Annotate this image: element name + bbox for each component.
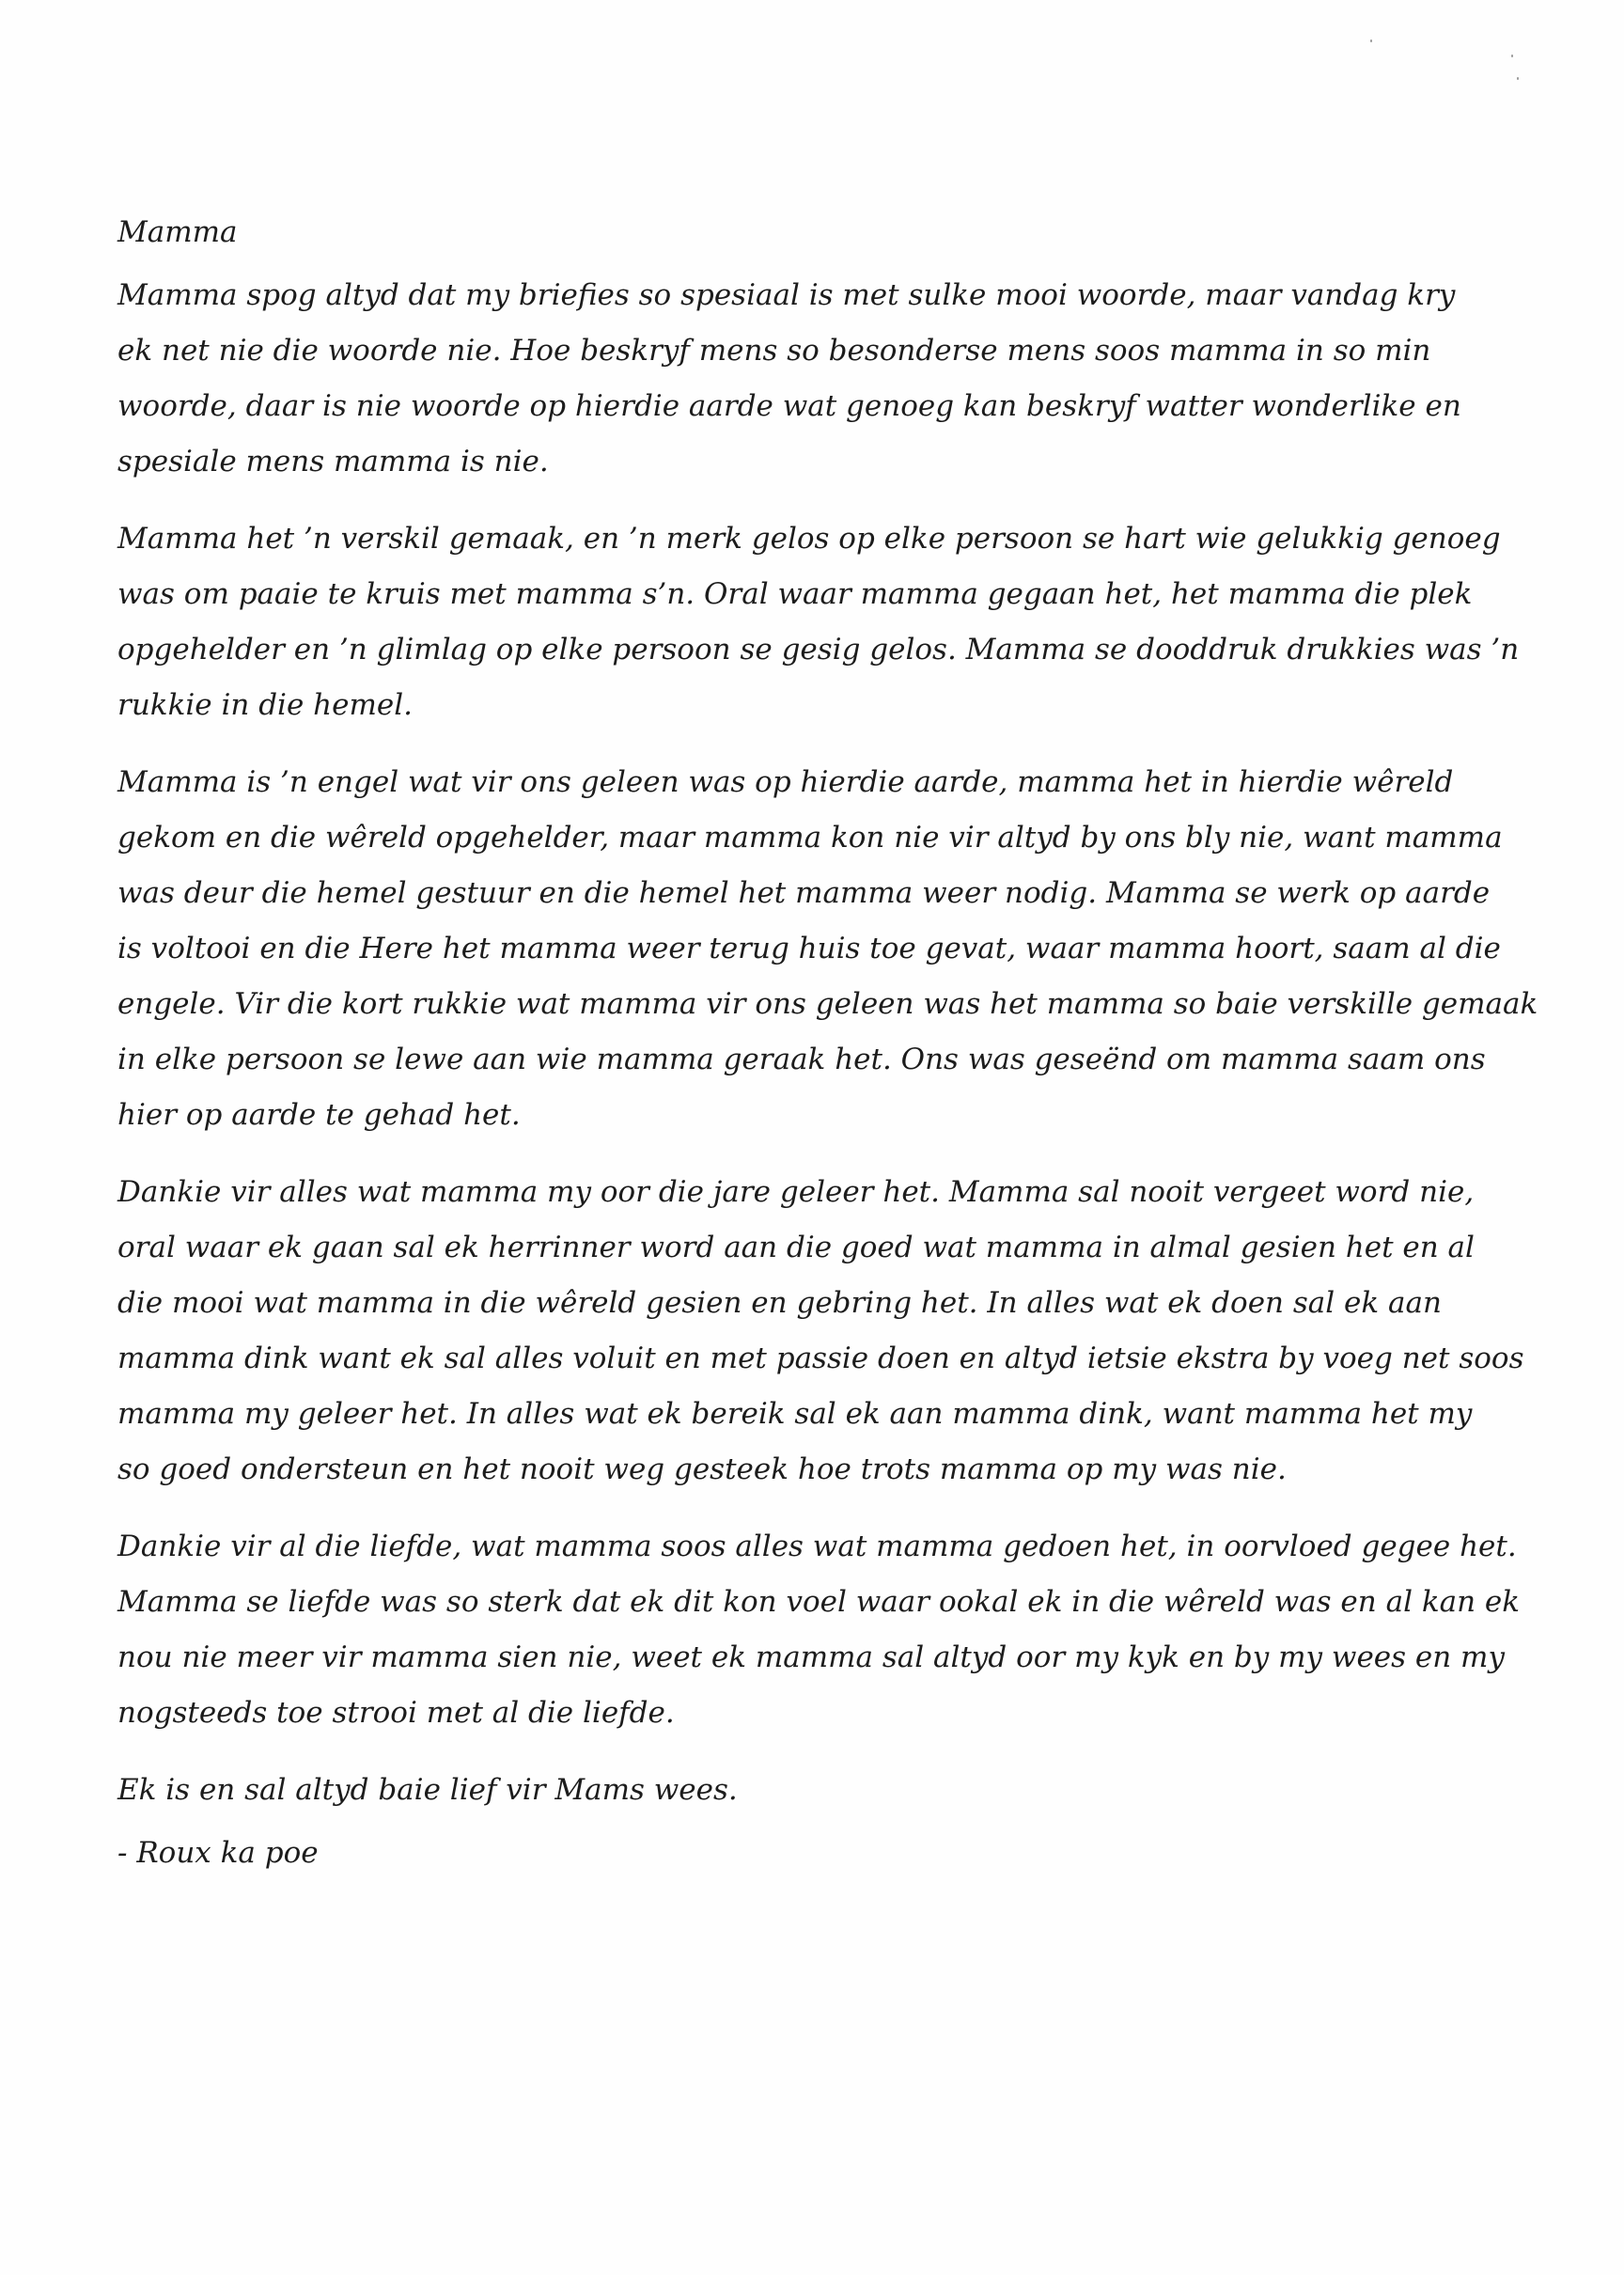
- scan-speck: [1511, 55, 1513, 57]
- signature: - Roux ka poe: [117, 1836, 319, 1870]
- salutation: Mamma: [117, 215, 238, 249]
- scan-speck: [1370, 39, 1372, 42]
- scan-speck: [1517, 77, 1519, 80]
- paragraph-3: Mamma is ’n engel wat vir ons geleen was op hierdie aarde, mamma het in hierdie wêreld gekom en die wêreld opgehelder, maar mamma kon nie vir altyd by ons bly nie, want mamma was deur die hemel gestuur en die hemel het mamma weer nodig. Mamma se werk op aarde is voltooi en die Here het mamma weer terug huis toe gevat, waar mamma hoort, saam al die engele. Vir die kort rukkie wat mamma vir ons geleen was het mamma so baie verskille gemaak in elke persoon se lewe aan wie mamma geraak het. Ons was geseënd om mamma saam ons hier op aarde te gehad het.: [117, 765, 1538, 1132]
- paragraph-4: Dankie vir alles wat mamma my oor die jare geleer het. Mamma sal nooit vergeet word nie, oral waar ek gaan sal ek herrinner word aan die goed wat mamma in almal gesien het en al die mooi wat mamma in die wêreld gesien en gebring het. In alles wat ek doen sal ek aan mamma dink want ek sal alles voluit en met passie doen en altyd ietsie ekstra by voeg net soos mamma my geleer het. In alles wat ek bereik sal ek aan mamma dink, want mamma het my so goed ondersteun en het nooit weg gesteek hoe trots mamma op my was nie.: [117, 1175, 1524, 1486]
- paragraph-5: Dankie vir al die liefde, wat mamma soos alles wat mamma gedoen het, in oorvloed gegee het. Mamma se liefde was so sterk dat ek dit kon voel waar ookal ek in die wêreld was en al kan ek nou nie meer vir mamma sien nie, weet ek mamma sal altyd oor my kyk en by my wees en my nogsteeds toe strooi met al die liefde.: [117, 1530, 1521, 1730]
- closing-line: Ek is en sal altyd baie lief vir Mams wees.: [117, 1773, 738, 1807]
- paragraph-2: Mamma het ’n verskil gemaak, en ’n merk gelos op elke persoon se hart wie gelukkig genoeg was om paaie te kruis met mamma s’n. Oral waar mamma gegaan het, het mamma die plek opgehelder en ’n glimlag op elke persoon se gesig gelos. Mamma se dooddruk drukkies was ’n rukkie in die hemel.: [117, 522, 1520, 722]
- letter-body: [117, 205, 1565, 1881]
- paragraph-1: Mamma spog altyd dat my briefies so spesiaal is met sulke mooi woorde, maar vandag kry ek net nie die woorde nie. Hoe beskryf mens so besonderse mens soos mamma in so min woorde, daar is nie woorde op hierdie aarde wat genoeg kan beskryf watter wonderlike en spesiale mens mamma is nie.: [117, 278, 1461, 479]
